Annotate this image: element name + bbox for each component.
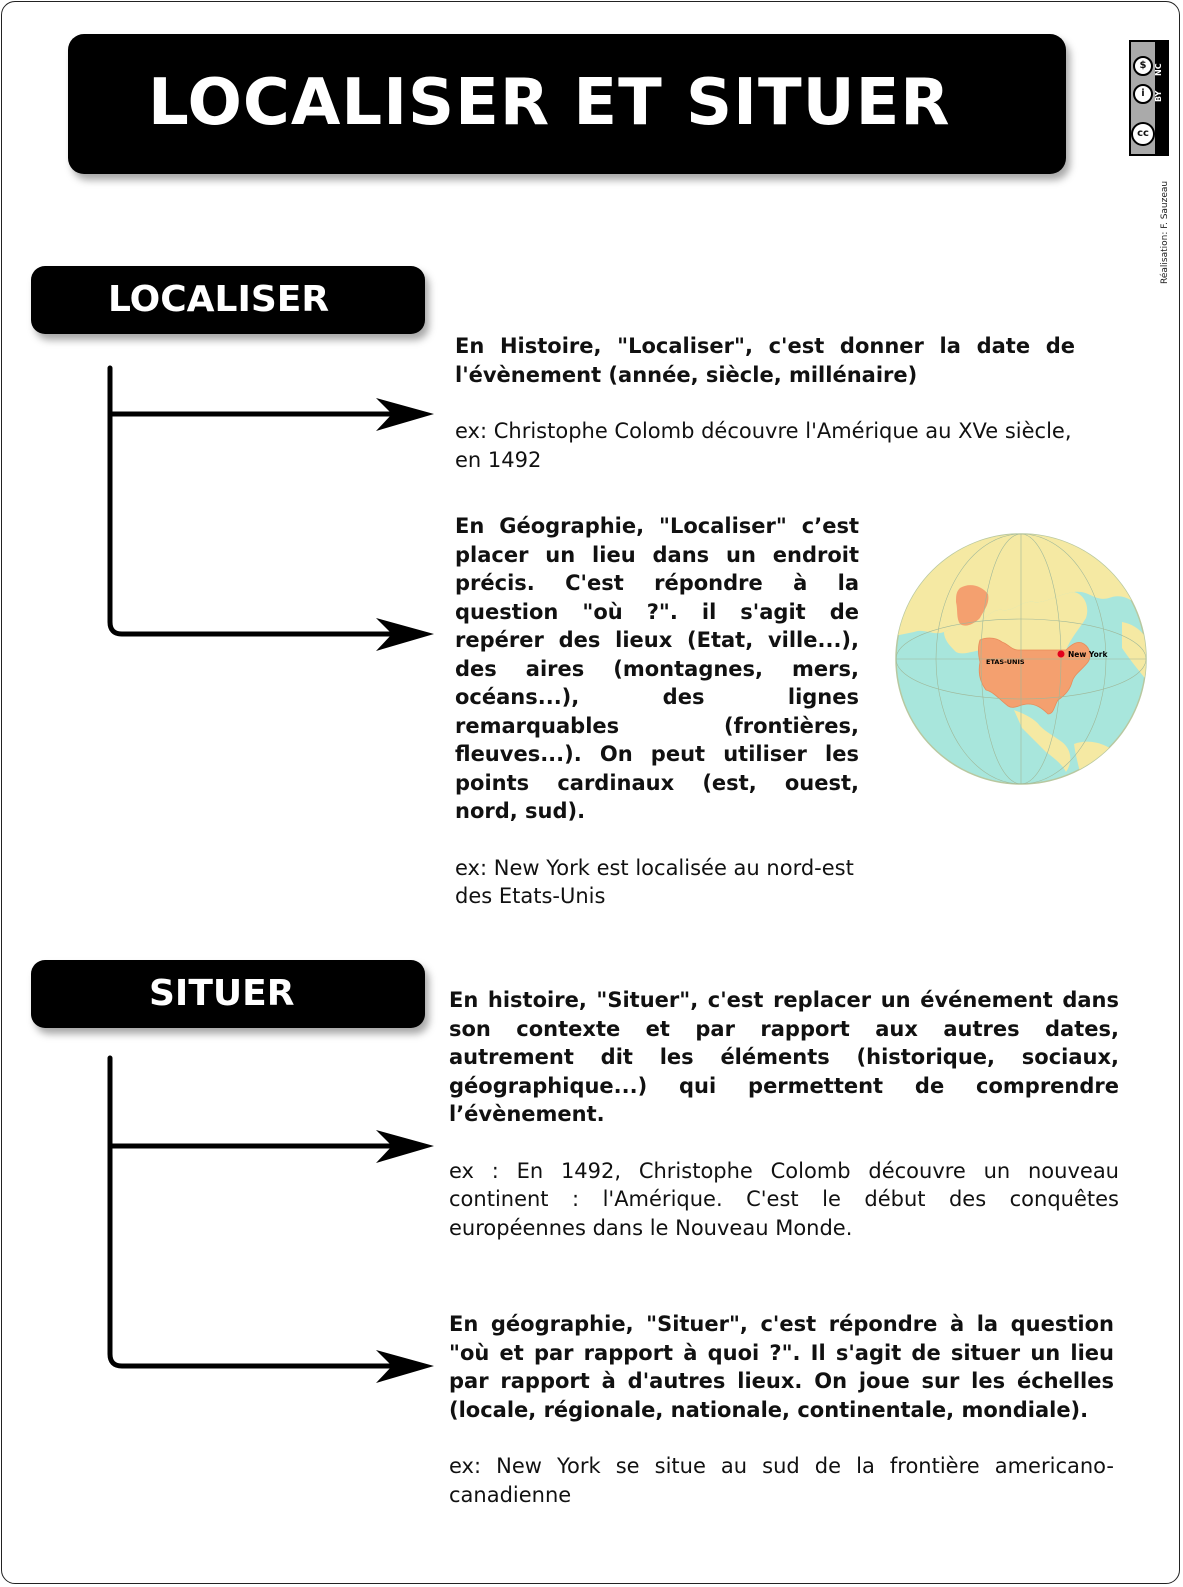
non-commercial-icon: $ xyxy=(1133,56,1153,76)
section-label-localiser: LOCALISER xyxy=(31,266,425,334)
localiser-geographie-definition: En Géographie, "Localiser" c’est placer un lieu dans un endroit précis. C'est répondre à la question "où ?". il s'agit de repérer des lieux (Etat, ville...), des aires (montagnes, mers, océans...), des lignes remarquables (frontières, fleuves...). On peut utiliser les points cardinaux (est, ouest, nord, sud). xyxy=(455,514,859,823)
situer-geographie-block xyxy=(449,1310,1114,1509)
connector-situer-geo xyxy=(110,1058,392,1366)
page-title: LOCALISER ET SITUER xyxy=(148,66,951,140)
attribution-icon: i xyxy=(1133,84,1153,104)
localiser-geographie-example: ex: New York est localisée au nord-est des Etats-Unis xyxy=(455,855,854,908)
new-york-marker xyxy=(1058,651,1065,658)
situer-geographie-example: ex: New York se situe au sud de la frontière americano-canadienne xyxy=(449,1454,1114,1507)
connector-localiser-geo xyxy=(110,368,392,634)
localiser-histoire-definition: En Histoire, "Localiser", c'est donner la date de l'évènement (année, siècle, millénaire) xyxy=(455,334,1075,387)
section-label-situer: SITUER xyxy=(31,960,425,1028)
author-credit: Réalisation: F. Sauzeau xyxy=(1160,180,1170,284)
situer-geographie-definition: En géographie, "Situer", c'est répondre à la question "où et par rapport à quoi ?". Il s'agit de situer un lieu par rapport à d'autres lieux. On joue sur les échelles (locale, régionale, nationale, continentale, mondiale). xyxy=(449,1312,1114,1422)
localiser-histoire-block xyxy=(455,332,1075,474)
globe-map xyxy=(894,532,1148,786)
cc-icon: cc xyxy=(1131,122,1155,146)
situer-histoire-block xyxy=(449,986,1119,1242)
localiser-geographie-block xyxy=(455,512,859,911)
south-america-land xyxy=(1074,742,1130,786)
license-by-label: BY xyxy=(1154,90,1163,102)
localiser-histoire-example: ex: Christophe Colomb découvre l'Amérique au XVe siècle, en 1492 xyxy=(455,419,1072,472)
new-york-label: New York xyxy=(1068,650,1108,659)
situer-histoire-example: ex : En 1492, Christophe Colomb découvre un nouveau continent : l'Amérique. C'est le début des conquêtes européennes dans le Nouveau Monde. xyxy=(449,1158,1119,1240)
situer-histoire-definition: En histoire, "Situer", c'est replacer un événement dans son contexte et par rapport aux autres dates, autrement dit les éléments (historique, sociaux, géographique...) qui permettent de comprendre l’évènement. xyxy=(449,988,1119,1126)
license-nc-label: NC xyxy=(1154,63,1163,76)
usa-label: ETAS-UNIS xyxy=(986,658,1025,666)
